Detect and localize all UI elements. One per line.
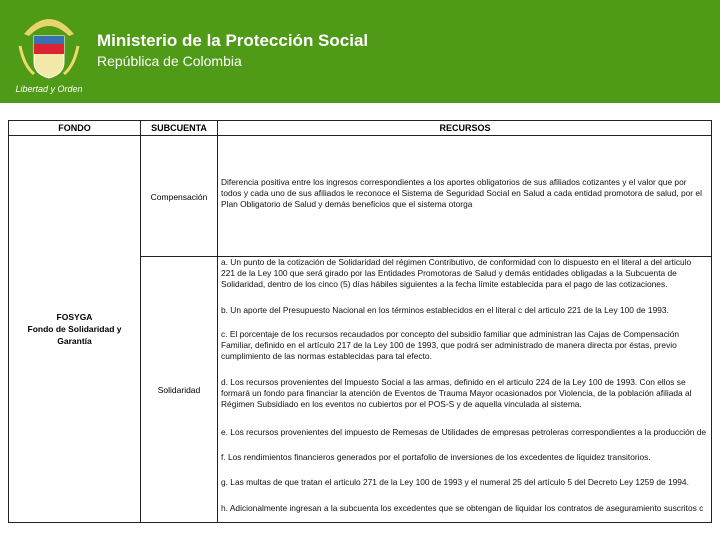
column-header-recursos: RECURSOS: [218, 121, 712, 136]
subcuenta-cell-solidaridad: [141, 257, 218, 523]
subcuenta-label: Compensación: [150, 192, 208, 202]
recursos-cell-compensacion: [218, 136, 712, 257]
recurso-item-d: d. Los recursos provenientes del Impuesto Social a las armas, definido en el articulo 224 de la Ley 100 de 1993. Con ellos se formará un fondo para financiar la atención de Eventos de Trauma Mayor ocasionados por Violencia, de la población afiliada al Régimen Subsidiado en los eventos no cubiertos por el POS-S y de aquella vinculada al sistema.: [221, 377, 692, 410]
recurso-item-c: c. El porcentaje de los recursos recaudados por concepto del subsidio familiar que administran las Cajas de Compensación Familiar, definido en el artículo 217 de la Ley 100 de 1993, que podrá ser administrado de manera directa por éstas, previo cumplimiento de las normas establecidas para tal efecto.: [221, 329, 680, 362]
recurso-item-h: h. Adicionalmente ingresan a la subcuenta los excedentes que se obtengan de liquidar los contratos de aseguramiento suscritos c: [221, 503, 704, 513]
column-header-fondo: FONDO: [9, 121, 141, 136]
fondo-cell: [9, 136, 141, 523]
ministry-title: Ministerio de la Protección Social: [97, 31, 369, 50]
header-band: [0, 0, 720, 103]
recurso-item-f: f. Los rendimientos financieros generados por el portafolio de inversiones de los excedentes de liquidez transitorios.: [221, 452, 651, 462]
fondo-name: FOSYGA: [56, 312, 93, 322]
recursos-cell-solidaridad: [218, 257, 712, 523]
column-header-subcuenta: SUBCUENTA: [141, 121, 218, 136]
subcuenta-cell-compensacion: [141, 136, 218, 257]
fondo-line: Fondo de Solidaridad y: [27, 324, 122, 334]
recurso-item-b: b. Un aporte del Presupuesto Nacional en los términos establecidos en el literal c del articulo 221 de la Ley 100 de 1993.: [221, 305, 669, 315]
recurso-paragraph: Diferencia positiva entre los ingresos correspondientes a los aportes obligatorios de sus afiliados cotizantes y el valor que por todos y cada uno de sus afiliados le reconoce el Sistema de Seguridad Social en Salud a cada entidad promotora de salud, por el Plan Obligatorio de Salud y demás beneficios que el sistema otorga: [221, 177, 702, 210]
svg-text:Libertad y Orden: Libertad y Orden: [15, 84, 83, 94]
coat-of-arms-logo: [14, 6, 84, 98]
ministry-subtitle: República de Colombia: [97, 53, 242, 69]
fondo-line: Garantía: [57, 336, 92, 346]
resources-table: [8, 120, 712, 523]
recurso-item-g: g. Las multas de que tratan el articulo 271 de la Ley 100 de 1993 y el numeral 25 del artículo 5 del Decreto Ley 1259 de 1994.: [221, 477, 689, 487]
recurso-item-e: e. Los recursos provenientes del impuesto de Remesas de Utilidades de empresas petroleras correspondientes a la producción de: [221, 427, 707, 437]
subcuenta-label: Solidaridad: [157, 385, 201, 395]
recurso-item-a: a. Un punto de la cotización de Solidaridad del régimen Contributivo, de conformidad con lo dispuesto en el literal a del articulo 221 de la Ley 100 que será girado por las Entidades Promotoras de Salud y demás entidades obligadas a la Subcuenta de Solidaridad, dentro de los cinco (5) días hábiles siguientes a la fecha límite establecida para el pago de las cotizaciones.: [221, 257, 692, 290]
